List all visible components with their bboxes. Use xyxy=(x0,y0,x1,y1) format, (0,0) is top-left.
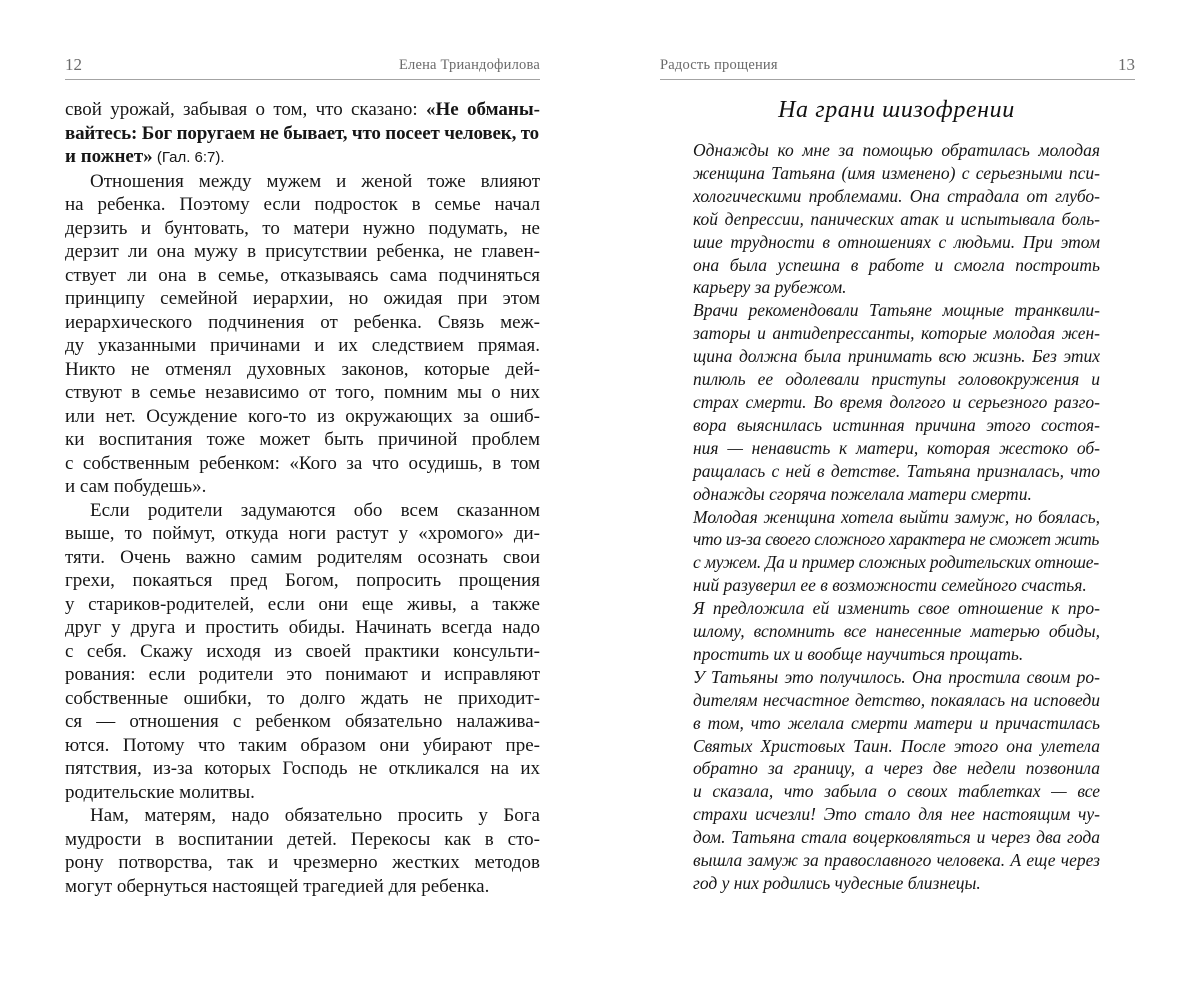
line-text: Однажды ко мне за помощью обратилась молодая xyxy=(693,140,1100,160)
line-text: Никто не отменял духовных законов, которые дей- xyxy=(65,358,540,380)
paragraph xyxy=(65,98,540,170)
text-line xyxy=(65,616,540,640)
text-line xyxy=(65,499,540,523)
line-text: ду указанными причинами и их следствием прямая. xyxy=(65,335,540,356)
right-page-body xyxy=(693,139,1100,895)
line-text: страх смерти. Во время долгого и серьезного разго- xyxy=(693,391,1100,412)
line-text: дителям несчастное детство, покаялась на исповеди xyxy=(693,689,1100,710)
line-text: рону потворства, так и чрезмерно жестких методов xyxy=(65,852,540,873)
paragraph xyxy=(65,170,540,499)
line-text xyxy=(65,123,539,144)
line-text: ращалась с ней в детстве. Татьяна призналась, что xyxy=(693,460,1100,481)
line-text xyxy=(65,146,225,167)
text-line xyxy=(65,358,540,382)
page-number: 12 xyxy=(65,55,82,74)
text-line xyxy=(65,145,540,170)
text-line xyxy=(693,849,1100,872)
text-line xyxy=(693,803,1100,826)
line-text xyxy=(65,99,540,120)
text-line xyxy=(693,506,1100,529)
text-line xyxy=(693,299,1100,322)
text-line xyxy=(65,734,540,758)
line-text: и сам побудешь». xyxy=(65,476,207,497)
paragraph xyxy=(693,299,1100,505)
text-line xyxy=(693,162,1100,185)
line-text: она была успешна в работе и смогла построить xyxy=(693,254,1100,275)
text-line xyxy=(693,414,1100,437)
line-text: хологическими проблемами. Она страдала от глубо- xyxy=(693,185,1100,206)
text-line xyxy=(693,620,1100,643)
text-line xyxy=(693,460,1100,483)
line-text: Нам, матерям, надо обязательно просить у Бога xyxy=(90,805,540,826)
text-line xyxy=(65,569,540,593)
text-line xyxy=(65,828,540,852)
text-line xyxy=(65,710,540,734)
text-line xyxy=(65,98,540,122)
text-line xyxy=(693,368,1100,391)
line-text: тяти. Очень важно самим родителям осознать свои xyxy=(65,546,540,568)
line-text: дерзит ли она мужу в присутствии ребенка, не главен- xyxy=(65,241,540,262)
left-page-body xyxy=(65,98,540,898)
line-text: щина должна была принимать всю жизнь. Без этих xyxy=(693,346,1100,367)
running-head-author: Елена Триандофилова xyxy=(398,57,540,73)
line-text: друг у друга и простить обиды. Начинать всегда надо xyxy=(65,617,540,638)
line-text: пилюль ее одолевали приступы головокружения и xyxy=(693,369,1100,390)
text-line xyxy=(65,334,540,358)
line-text: или нет. Осуждение кого-то из окружающих за ошиб- xyxy=(65,405,540,427)
text-line xyxy=(693,666,1100,689)
line-text: что из-за своего сложного характера не сможет жить xyxy=(693,529,1099,550)
bold-text: «Не обманы- xyxy=(425,99,540,120)
line-text: ся — отношения с ребенком обязательно налажива- xyxy=(65,711,540,732)
text-line xyxy=(693,735,1100,758)
text-line xyxy=(65,546,540,570)
text-line xyxy=(65,170,540,194)
paragraph xyxy=(65,804,540,898)
text-line xyxy=(65,405,540,429)
text-line xyxy=(693,757,1100,780)
text-line xyxy=(693,872,1100,895)
text-line xyxy=(65,640,540,664)
text-line xyxy=(65,240,540,264)
text-line xyxy=(693,689,1100,712)
text-line xyxy=(693,276,1100,299)
line-text: страхи исчезли! Это стало для нее настоящим чу- xyxy=(693,804,1100,825)
line-text: родительские молитвы. xyxy=(65,781,255,803)
line-text: ния — ненависть к матери, которая жестоко об- xyxy=(693,437,1100,458)
line-text: у стариков-родителей, если они еще живы, а также xyxy=(65,593,540,615)
text-line xyxy=(693,597,1100,620)
line-text: Я предложила ей изменить свое отношение к про- xyxy=(693,598,1100,619)
text-line xyxy=(693,231,1100,254)
text-line xyxy=(65,217,540,241)
line-text: заторы и антидепрессанты, которые молодая жен- xyxy=(693,323,1100,344)
line-text: шлому, вспомнить все нанесенные матерью обиды, xyxy=(693,621,1100,642)
running-head-book-title: Радость прощения xyxy=(660,57,778,73)
line-text: вышла замуж за православного человека. А еще через xyxy=(693,850,1100,871)
text-line xyxy=(693,322,1100,345)
text-line xyxy=(65,452,540,476)
text-line xyxy=(65,381,540,405)
text-line xyxy=(693,208,1100,231)
page-number: 13 xyxy=(1118,55,1135,74)
line-text: дерзить и бунтовать, то матери нужно подумать, не xyxy=(65,217,540,239)
line-text: кой депрессии, панических атак и испытывала боль- xyxy=(693,208,1100,229)
line-text: собственные ошибки, то долго ждать не приходит- xyxy=(65,687,540,709)
line-text: иерархического подчинения от ребенка. Связь меж- xyxy=(65,311,540,333)
text-line xyxy=(65,287,540,311)
paragraph xyxy=(693,506,1100,598)
text-line xyxy=(65,663,540,687)
text-line xyxy=(693,780,1100,803)
text-line xyxy=(65,475,540,499)
left-page-header xyxy=(65,52,540,80)
line-text: однажды сгоряча пожелала матери смерти. xyxy=(693,483,1032,504)
text-line xyxy=(65,687,540,711)
line-text: выше, то поймут, откуда ноги растут у «хромого» ди- xyxy=(65,523,540,544)
text-line xyxy=(65,522,540,546)
text-line xyxy=(65,757,540,781)
line-text: год у них родились чудесные близнецы. xyxy=(693,873,981,893)
text-line xyxy=(693,574,1100,597)
text-line xyxy=(693,643,1100,666)
line-text: с себя. Скажу исходя из своей практики консульти- xyxy=(65,640,540,662)
line-text: вора выяснилась истинная причина этого состоя- xyxy=(693,414,1100,435)
line-text: с собственным ребенком: «Кого за что осудишь, в том xyxy=(65,452,540,474)
right-page-header xyxy=(660,52,1135,80)
line-text: ний разуверил ее в возможности семейного счастья. xyxy=(693,575,1087,596)
scripture-citation: (Гал. 6:7). xyxy=(152,149,225,166)
text-line xyxy=(693,254,1100,277)
text-line xyxy=(65,428,540,452)
line-text: с мужем. Да и пример сложных родительских отноше- xyxy=(693,552,1099,573)
line-text: пятствия, из-за которых Господь не откликался на их xyxy=(65,758,540,779)
text-line xyxy=(693,551,1100,574)
line-text: Отношения между мужем и женой тоже влияют xyxy=(90,170,540,192)
text-line xyxy=(65,851,540,875)
line-text: могут обернуться настоящей трагедией для ребенка. xyxy=(65,875,490,897)
text-segment: свой урожай, забывая о том, что сказано: xyxy=(65,99,426,120)
text-line xyxy=(693,345,1100,368)
line-text: грехи, покаяться пред Богом, попросить прощения xyxy=(65,570,540,591)
text-line xyxy=(65,875,540,899)
line-text: шие трудности в отношениях с людьми. При этом xyxy=(693,231,1100,252)
chapter-title: На грани шизофрении xyxy=(778,97,1015,123)
text-line xyxy=(693,437,1100,460)
line-text: ствуют в семье независимо от того, помним мы о них xyxy=(65,382,540,403)
line-text: ются. Потому что таким образом они убирают пре- xyxy=(65,734,540,756)
paragraph xyxy=(693,597,1100,666)
line-text: мудрости в воспитании детей. Перекосы как в сто- xyxy=(65,828,540,850)
line-text: обратно за границу, а через две недели позвонила xyxy=(693,758,1100,779)
line-text: на ребенка. Поэтому если подросток в семье начал xyxy=(65,194,540,215)
line-text: женщина Татьяна (имя изменено) с серьезными пси- xyxy=(693,162,1100,183)
text-line xyxy=(65,264,540,288)
line-text: Святых Христовых Таин. После этого она улетела xyxy=(693,735,1100,756)
line-text: дом. Татьяна стала воцерковляться и через два года xyxy=(693,827,1100,848)
text-line xyxy=(693,139,1100,162)
text-line xyxy=(693,528,1100,551)
line-text: принципу семейной иерархии, но ожидая при этом xyxy=(65,288,540,309)
line-text: Если родители задумаются обо всем сказанном xyxy=(90,499,540,521)
line-text: У Татьяны это получилось. Она простила своим ро- xyxy=(693,666,1100,687)
paragraph xyxy=(65,499,540,805)
text-line xyxy=(65,593,540,617)
text-line xyxy=(65,193,540,217)
text-line xyxy=(693,391,1100,414)
line-text: Молодая женщина хотела выйти замуж, но боялась, xyxy=(693,506,1100,527)
line-text: Врачи рекомендовали Татьяне мощные транквили- xyxy=(693,300,1100,321)
line-text: карьеру за рубежом. xyxy=(693,277,847,298)
text-line xyxy=(65,311,540,335)
text-line xyxy=(693,185,1100,208)
line-text: рования: если родители это понимают и исправляют xyxy=(65,664,540,685)
text-line xyxy=(693,826,1100,849)
line-text: и сказала, что забыла о своих таблетках — все xyxy=(693,781,1100,802)
line-text: в том, что желала смерти матери и причастилась xyxy=(693,712,1100,733)
text-line xyxy=(65,781,540,805)
text-line xyxy=(65,122,540,146)
line-text: простить их и вообще научиться прощать. xyxy=(693,643,1024,664)
text-line xyxy=(65,804,540,828)
paragraph xyxy=(693,139,1100,299)
text-line xyxy=(693,483,1100,506)
text-line xyxy=(693,712,1100,735)
bold-text: вайтесь: Бог поругаем не бывает, что посеет человек, то xyxy=(65,122,539,144)
paragraph xyxy=(693,666,1100,895)
line-text: ки воспитания тоже может быть причиной проблем xyxy=(65,429,540,450)
bold-text: и пожнет» xyxy=(65,146,153,167)
line-text: ствует ли она в семье, отказываясь сама подчиняться xyxy=(65,264,540,286)
